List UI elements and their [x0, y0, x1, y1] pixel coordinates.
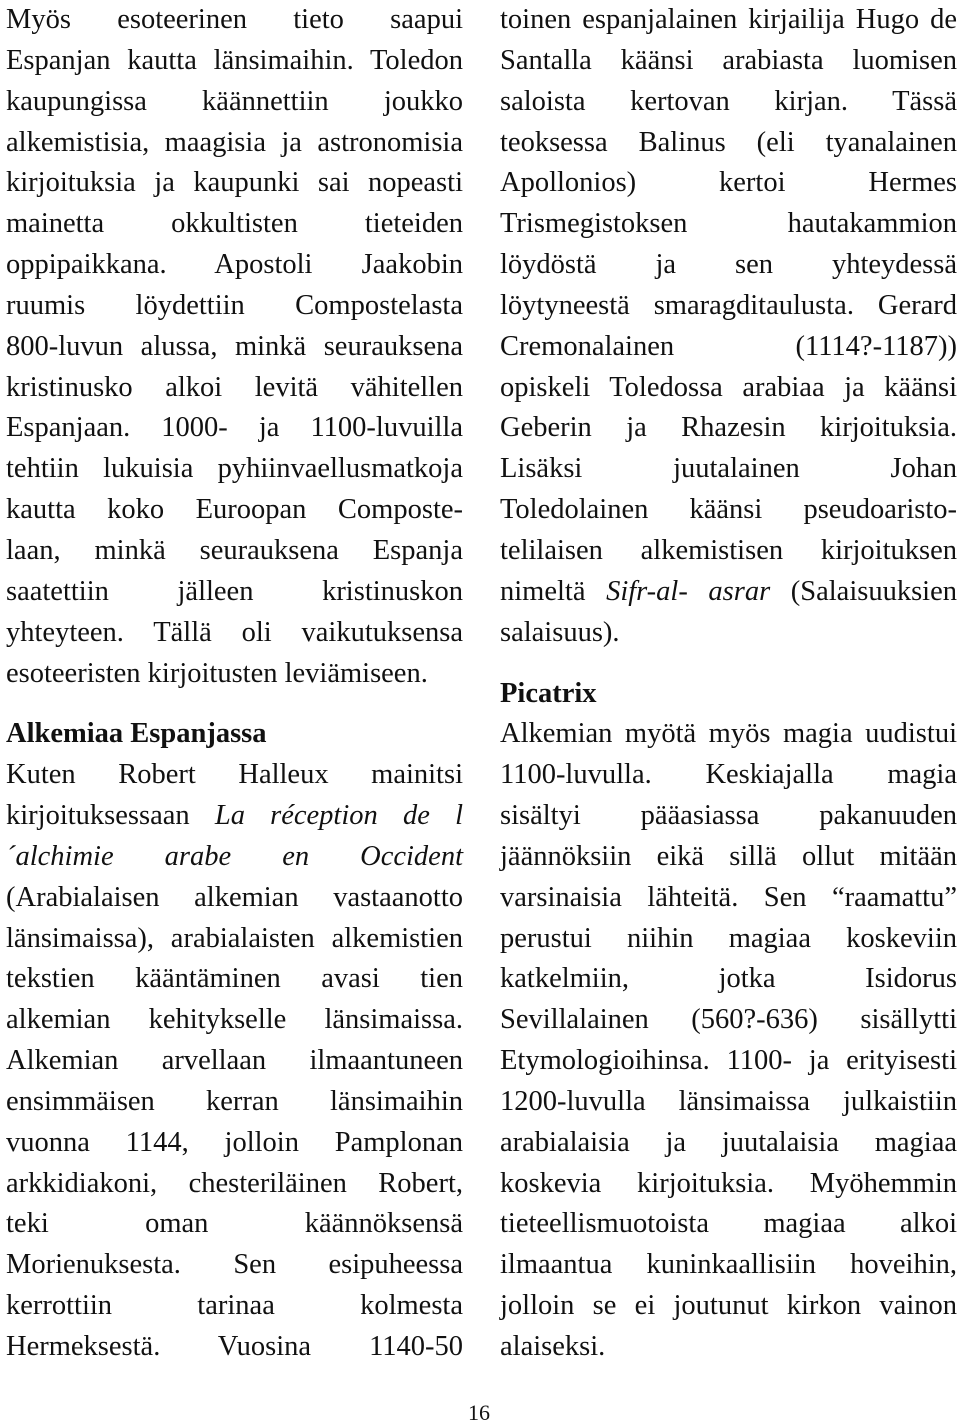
- text-line: Espanjan kautta länsimaihin. Toledon: [6, 44, 463, 76]
- text-line: tekstien kääntäminen avasi tien: [6, 963, 463, 995]
- page-number: 16: [468, 1400, 490, 1425]
- text-line: jäännöksiin eikä sillä ollut mitään: [500, 840, 957, 872]
- right-paragraph-picatrix: [500, 714, 957, 1368]
- text-line: Sevillalainen (560?-636) sisällytti: [500, 1004, 957, 1036]
- text-line: 1100-luvulla. Keskiajalla magia: [500, 759, 957, 791]
- text-line: saatettiin jälleen kristinuskon: [6, 575, 463, 607]
- text-line: saloista kertovan kirjan. Tässä: [500, 85, 957, 117]
- text-line: tieteellismuotoista magiaa alkoi: [500, 1208, 957, 1240]
- text-line: kaupungissa käännettiin joukko: [6, 85, 463, 117]
- text-line: Trismegistoksen hautakammion: [500, 208, 957, 240]
- text-line: katkelmiin, jotka Isidorus: [500, 963, 957, 995]
- text-line: jolloin se ei joutunut kirkon vainon: [500, 1290, 957, 1322]
- right-column: [500, 0, 957, 1368]
- text-line: toinen espanjalainen kirjailija Hugo de: [500, 4, 957, 35]
- text-run: (Salaisuuksien: [770, 575, 957, 607]
- section-heading-picatrix: Picatrix: [500, 677, 597, 709]
- text-run: kirjoituksessaan: [6, 800, 215, 832]
- text-line: yhteyteen. Tällä oli vaikutuksensa: [6, 616, 463, 648]
- left-paragraph-alchemy-in-spain: [6, 755, 463, 1368]
- text-line: Etymologioihinsa. 1100- ja erityisesti: [500, 1045, 957, 1077]
- text-line: mainetta okkultisten tieteiden: [6, 208, 463, 240]
- text-line: alkemistisia, maagisia ja astronomisia: [6, 126, 463, 158]
- text-line: alaiseksi.: [500, 1331, 606, 1362]
- text-line: kautta koko Euroopan Composte-: [6, 494, 463, 526]
- section-heading-alkemiaa-espanjassa: Alkemiaa Espanjassa: [6, 718, 267, 750]
- text-line: tehtiin lukuisia pyhiinvaellusmatkoja: [6, 453, 463, 485]
- text-line: laan, minkä seurauksena Espanja: [6, 534, 463, 566]
- text-line: löytyneestä smaragditaulusta. Gerard: [500, 289, 957, 321]
- text-line: (Arabialaisen alkemian vastaanotto: [6, 881, 463, 913]
- text-line: sisältyi pääasiassa pakanuuden: [500, 800, 957, 832]
- text-line: 1200-luvulla länsimaissa julkaistiin: [500, 1085, 957, 1117]
- text-line: Espanjaan. 1000- ja 1100-luvuilla: [6, 412, 463, 444]
- text-line: alkemian kehitykselle länsimaissa.: [6, 1004, 463, 1036]
- text-line: teoksessa Balinus (eli tyanalainen: [500, 126, 957, 158]
- text-line: Myös esoteerinen tieto saapui: [6, 4, 463, 35]
- section-gap: [6, 694, 463, 714]
- text-line: opiskeli Toledossa arabiaa ja käänsi: [500, 371, 957, 403]
- text-line: kirjoituksia ja kaupunki sai nopeasti: [6, 167, 463, 199]
- text-line: kerrottiin tarinaa kolmesta: [6, 1290, 463, 1322]
- text-line: 800-luvun alussa, minkä seurauksena: [6, 330, 463, 362]
- text-line: teki oman käännöksensä: [6, 1208, 463, 1240]
- text-line: länsimaissa), arabialaisten alkemistien: [6, 922, 463, 954]
- text-line: Lisäksi juutalainen Johan: [500, 453, 957, 485]
- book-title-italic: Sifr-al- asrar: [606, 575, 771, 607]
- text-line: Alkemian arvellaan ilmaantuneen: [6, 1045, 463, 1077]
- text-line: löydöstä ja sen yhteydessä: [500, 249, 957, 281]
- text-line: esoteeristen kirjoitusten leviämiseen.: [6, 657, 428, 689]
- text-line: Alkemian myötä myös magia uudistui: [500, 718, 957, 750]
- text-line: arkkidiakoni, chesteriläinen Robert,: [6, 1167, 463, 1199]
- text-line: Morienuksesta. Sen esipuheessa: [6, 1249, 463, 1281]
- right-paragraph-translators: [500, 0, 957, 654]
- text-line: koskevia kirjoituksia. Myöhemmin: [500, 1167, 957, 1199]
- left-paragraph-esoteric-knowledge: [6, 0, 463, 694]
- text-line: telilaisen alkemistisen kirjoituksen: [500, 534, 957, 566]
- book-title-italic: La réception de l: [214, 800, 463, 832]
- text-line: perustui niihin magiaa koskeviin: [500, 922, 957, 954]
- text-run: nimeltä: [500, 575, 607, 607]
- text-line: ensimmäisen kerran länsimaihin: [6, 1085, 463, 1117]
- text-line: Kuten Robert Halleux mainitsi: [6, 759, 463, 791]
- text-line-with-title: [6, 796, 463, 837]
- text-line: ilmaantua kuninkaallisiin hoveihin,: [500, 1249, 957, 1281]
- text-line: ruumis löydettiin Compostelasta: [6, 289, 463, 321]
- text-line: Santalla käänsi arabiasta luomisen: [500, 44, 957, 76]
- text-line: varsinaisia lähteitä. Sen “raamattu”: [500, 881, 957, 913]
- text-line: vuonna 1144, jolloin Pamplonan: [6, 1126, 463, 1158]
- text-line: oppipaikkana. Apostoli Jaakobin: [6, 249, 463, 281]
- left-column: [6, 0, 463, 1368]
- text-line: Geberin ja Rhazesin kirjoituksia.: [500, 412, 957, 444]
- text-line: Cremonalainen (1114?-1187)): [500, 330, 957, 362]
- text-line: Toledolainen käänsi pseudoaristo-: [500, 494, 957, 526]
- text-line: salaisuus).: [500, 616, 620, 648]
- text-line: arabialaisia ja juutalaisia magiaa: [500, 1126, 957, 1158]
- book-title-italic-line: ´alchimie arabe en Occident: [6, 840, 463, 872]
- text-line: kristinusko alkoi levitä vähitellen: [6, 371, 463, 403]
- section-gap: [500, 654, 957, 674]
- text-line: Hermeksestä. Vuosina 1140-50: [6, 1331, 463, 1362]
- text-line-with-title: [500, 572, 957, 613]
- text-line: Apollonios) kertoi Hermes: [500, 167, 957, 199]
